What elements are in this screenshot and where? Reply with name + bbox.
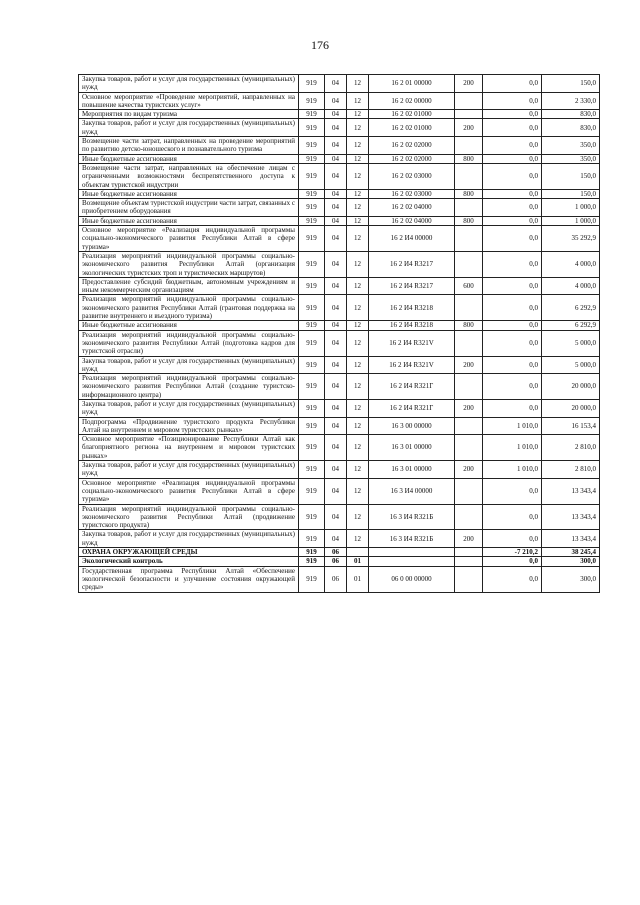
- table-row: [79, 399, 600, 417]
- table-row: [79, 277, 600, 295]
- cell-section: 06: [325, 566, 347, 592]
- cell-total: 2 810,0: [542, 461, 600, 479]
- cell-subsection: 12: [347, 119, 369, 137]
- cell-expense-type: [455, 374, 483, 400]
- cell-subsection: 12: [347, 92, 369, 110]
- cell-change: 0,0: [483, 189, 542, 198]
- cell-admin-code: 919: [299, 277, 325, 295]
- cell-name: Закупка товаров, работ и услуг для государственных (муниципальных) нужд: [79, 530, 299, 548]
- cell-name: Реализация мероприятий индивидуальной программы социально-экономического развития Республики Алтай (продвижение туристского продукта): [79, 504, 299, 530]
- cell-target-article: 16 2 02 00000: [369, 92, 455, 110]
- cell-admin-code: 919: [299, 189, 325, 198]
- cell-expense-type: 200: [455, 530, 483, 548]
- table-row: [79, 226, 600, 252]
- cell-change: 0,0: [483, 226, 542, 252]
- cell-total: 150,0: [542, 163, 600, 189]
- cell-total: 16 153,4: [542, 417, 600, 435]
- cell-section: 04: [325, 356, 347, 374]
- cell-expense-type: 200: [455, 356, 483, 374]
- table-row: [79, 330, 600, 356]
- cell-change: 0,0: [483, 110, 542, 119]
- cell-admin-code: 919: [299, 295, 325, 321]
- cell-section: 04: [325, 295, 347, 321]
- cell-section: 04: [325, 504, 347, 530]
- cell-total: 830,0: [542, 119, 600, 137]
- cell-name: Экологический контроль: [79, 557, 299, 566]
- cell-target-article: 16 3 00 00000: [369, 417, 455, 435]
- cell-admin-code: 919: [299, 435, 325, 461]
- cell-change: 0,0: [483, 330, 542, 356]
- cell-change: 0,0: [483, 295, 542, 321]
- cell-name: ОХРАНА ОКРУЖАЮЩЕЙ СРЕДЫ: [79, 548, 299, 557]
- cell-target-article: 16 2 02 01000: [369, 119, 455, 137]
- cell-change: -7 210,2: [483, 548, 542, 557]
- cell-admin-code: 919: [299, 417, 325, 435]
- cell-admin-code: 919: [299, 557, 325, 566]
- cell-expense-type: [455, 137, 483, 155]
- cell-expense-type: [455, 435, 483, 461]
- table-row: [79, 110, 600, 119]
- table-row: [79, 199, 600, 217]
- cell-section: 04: [325, 374, 347, 400]
- cell-expense-type: 200: [455, 399, 483, 417]
- cell-section: 04: [325, 530, 347, 548]
- cell-target-article: 16 2 И4 R3217: [369, 277, 455, 295]
- cell-total: 13 343,4: [542, 504, 600, 530]
- cell-admin-code: 919: [299, 374, 325, 400]
- cell-admin-code: 919: [299, 530, 325, 548]
- cell-expense-type: [455, 478, 483, 504]
- cell-change: 0,0: [483, 374, 542, 400]
- cell-admin-code: 919: [299, 461, 325, 479]
- cell-target-article: 16 2 И4 R3218: [369, 295, 455, 321]
- cell-total: 1 000,0: [542, 199, 600, 217]
- cell-expense-type: [455, 566, 483, 592]
- cell-target-article: 16 2 02 03000: [369, 163, 455, 189]
- cell-name: Государственная программа Республики Алтай «Обеспечение экологической безопасности и улучшение состояния окружающей среды»: [79, 566, 299, 592]
- cell-subsection: 12: [347, 374, 369, 400]
- cell-name: Основное мероприятие «Реализация индивидуальной программы социально-экономического развития Республики Алтай в сфере туризма»: [79, 226, 299, 252]
- cell-admin-code: 919: [299, 548, 325, 557]
- cell-subsection: 12: [347, 226, 369, 252]
- cell-target-article: 16 2 02 01000: [369, 110, 455, 119]
- cell-name: Закупка товаров, работ и услуг для государственных (муниципальных) нужд: [79, 461, 299, 479]
- cell-total: 2 810,0: [542, 435, 600, 461]
- cell-target-article: [369, 557, 455, 566]
- cell-name: Реализация мероприятий индивидуальной программы социально-экономического развития Республики Алтай (организация экологических туристских троп и туристических маршрутов): [79, 251, 299, 277]
- table-row: [79, 75, 600, 93]
- table-row: [79, 435, 600, 461]
- cell-total: 5 000,0: [542, 356, 600, 374]
- cell-name: Реализация мероприятий индивидуальной программы социально-экономического развития Республики Алтай (грантовая поддержка на развитие внутреннего и въездного туризма): [79, 295, 299, 321]
- cell-admin-code: 919: [299, 137, 325, 155]
- table-row: [79, 216, 600, 225]
- cell-total: 6 292,9: [542, 321, 600, 330]
- cell-change: 0,0: [483, 163, 542, 189]
- cell-subsection: 12: [347, 461, 369, 479]
- cell-target-article: 16 2 И4 R321Г: [369, 399, 455, 417]
- cell-total: 5 000,0: [542, 330, 600, 356]
- cell-section: 04: [325, 199, 347, 217]
- cell-section: 04: [325, 321, 347, 330]
- cell-admin-code: 919: [299, 216, 325, 225]
- cell-expense-type: [455, 226, 483, 252]
- cell-target-article: 16 2 02 02000: [369, 137, 455, 155]
- cell-name: Закупка товаров, работ и услуг для государственных (муниципальных) нужд: [79, 75, 299, 93]
- table-row: [79, 504, 600, 530]
- cell-subsection: 12: [347, 199, 369, 217]
- cell-target-article: 16 2 01 00000: [369, 75, 455, 93]
- cell-change: 0,0: [483, 530, 542, 548]
- cell-section: 04: [325, 417, 347, 435]
- cell-name: Основное мероприятие «Позиционирование Республики Алтай как благоприятного региона на внутреннем и мировом туристских рынках»: [79, 435, 299, 461]
- cell-expense-type: [455, 417, 483, 435]
- cell-subsection: 12: [347, 137, 369, 155]
- cell-admin-code: 919: [299, 92, 325, 110]
- cell-expense-type: [455, 504, 483, 530]
- cell-change: 0,0: [483, 154, 542, 163]
- cell-name: Иные бюджетные ассигнования: [79, 321, 299, 330]
- cell-section: 04: [325, 110, 347, 119]
- cell-subsection: 12: [347, 251, 369, 277]
- cell-name: Основное мероприятие «Проведение мероприятий, направленных на повышение качества туристских услуг»: [79, 92, 299, 110]
- cell-subsection: 12: [347, 295, 369, 321]
- cell-total: 38 245,4: [542, 548, 600, 557]
- table-row: [79, 374, 600, 400]
- cell-change: 0,0: [483, 75, 542, 93]
- table-row: [79, 321, 600, 330]
- cell-admin-code: 919: [299, 75, 325, 93]
- cell-change: 0,0: [483, 566, 542, 592]
- cell-target-article: 16 2 И4 R321V: [369, 330, 455, 356]
- cell-expense-type: [455, 110, 483, 119]
- cell-target-article: 16 3 И4 00000: [369, 478, 455, 504]
- cell-total: 13 343,4: [542, 530, 600, 548]
- cell-subsection: 12: [347, 356, 369, 374]
- cell-section: 04: [325, 92, 347, 110]
- cell-subsection: 12: [347, 530, 369, 548]
- cell-expense-type: 800: [455, 154, 483, 163]
- cell-change: 0,0: [483, 251, 542, 277]
- cell-expense-type: 200: [455, 75, 483, 93]
- cell-target-article: 16 3 01 00000: [369, 435, 455, 461]
- cell-section: 04: [325, 435, 347, 461]
- cell-target-article: 16 3 01 00000: [369, 461, 455, 479]
- cell-section: 04: [325, 163, 347, 189]
- cell-change: 0,0: [483, 478, 542, 504]
- cell-target-article: 16 2 02 04000: [369, 199, 455, 217]
- cell-section: 06: [325, 557, 347, 566]
- cell-name: Предоставление субсидий бюджетным, автономным учреждениям и иным некоммерческим организациям: [79, 277, 299, 295]
- cell-change: 0,0: [483, 557, 542, 566]
- cell-name: Подпрограмма «Продвижение туристского продукта Республики Алтай на внутреннем и мировом туристских рынках»: [79, 417, 299, 435]
- cell-name: Мероприятия по видам туризма: [79, 110, 299, 119]
- table-row: [79, 530, 600, 548]
- cell-target-article: 16 2 И4 R321Г: [369, 374, 455, 400]
- cell-change: 0,0: [483, 277, 542, 295]
- cell-admin-code: 919: [299, 154, 325, 163]
- cell-target-article: 16 2 И4 00000: [369, 226, 455, 252]
- table-row: [79, 295, 600, 321]
- cell-total: 830,0: [542, 110, 600, 119]
- cell-expense-type: [455, 557, 483, 566]
- cell-name: Иные бюджетные ассигнования: [79, 216, 299, 225]
- cell-subsection: 12: [347, 399, 369, 417]
- cell-name: Закупка товаров, работ и услуг для государственных (муниципальных) нужд: [79, 119, 299, 137]
- table-row: [79, 119, 600, 137]
- cell-change: 1 010,0: [483, 435, 542, 461]
- cell-section: 04: [325, 478, 347, 504]
- table-row: [79, 356, 600, 374]
- cell-admin-code: 919: [299, 110, 325, 119]
- cell-expense-type: [455, 251, 483, 277]
- table-row: [79, 557, 600, 566]
- cell-admin-code: 919: [299, 199, 325, 217]
- cell-change: 0,0: [483, 321, 542, 330]
- cell-target-article: [369, 548, 455, 557]
- cell-target-article: 16 2 И4 R3218: [369, 321, 455, 330]
- cell-total: 2 330,0: [542, 92, 600, 110]
- cell-target-article: 06 0 00 00000: [369, 566, 455, 592]
- cell-subsection: 12: [347, 417, 369, 435]
- cell-total: 4 000,0: [542, 251, 600, 277]
- cell-section: 04: [325, 216, 347, 225]
- cell-total: 35 292,9: [542, 226, 600, 252]
- cell-change: 0,0: [483, 92, 542, 110]
- table-row: [79, 548, 600, 557]
- cell-expense-type: 200: [455, 119, 483, 137]
- cell-name: Закупка товаров, работ и услуг для государственных (муниципальных) нужд: [79, 399, 299, 417]
- cell-admin-code: 919: [299, 251, 325, 277]
- cell-name: Иные бюджетные ассигнования: [79, 154, 299, 163]
- cell-total: 150,0: [542, 75, 600, 93]
- cell-section: 04: [325, 226, 347, 252]
- cell-section: 04: [325, 461, 347, 479]
- table-row: [79, 461, 600, 479]
- cell-section: 06: [325, 548, 347, 557]
- cell-subsection: 12: [347, 75, 369, 93]
- cell-section: 04: [325, 119, 347, 137]
- cell-total: 20 000,0: [542, 374, 600, 400]
- cell-expense-type: [455, 92, 483, 110]
- cell-expense-type: [455, 330, 483, 356]
- cell-target-article: 16 3 И4 R321Б: [369, 504, 455, 530]
- cell-section: 04: [325, 251, 347, 277]
- cell-admin-code: 919: [299, 119, 325, 137]
- cell-expense-type: 600: [455, 277, 483, 295]
- table-row: [79, 251, 600, 277]
- cell-total: 6 292,9: [542, 295, 600, 321]
- cell-expense-type: 800: [455, 216, 483, 225]
- cell-section: 04: [325, 154, 347, 163]
- cell-target-article: 16 2 И4 R3217: [369, 251, 455, 277]
- cell-name: Возмещение объектам туристской индустрии части затрат, связанных с приобретением оборудования: [79, 199, 299, 217]
- cell-section: 04: [325, 399, 347, 417]
- table-row: [79, 137, 600, 155]
- cell-subsection: 12: [347, 163, 369, 189]
- cell-subsection: 12: [347, 216, 369, 225]
- cell-name: Возмещение части затрат, направленных на обеспечение лицам с ограниченными возможностями беспрепятственного доступа к объектам туристской индустрии: [79, 163, 299, 189]
- cell-admin-code: 919: [299, 399, 325, 417]
- cell-subsection: 12: [347, 321, 369, 330]
- cell-total: 350,0: [542, 154, 600, 163]
- cell-expense-type: [455, 163, 483, 189]
- cell-subsection: 12: [347, 435, 369, 461]
- cell-name: Иные бюджетные ассигнования: [79, 189, 299, 198]
- cell-subsection: 01: [347, 557, 369, 566]
- cell-expense-type: [455, 199, 483, 217]
- cell-target-article: 16 2 И4 R321V: [369, 356, 455, 374]
- budget-table-body: [79, 75, 600, 593]
- table-row: [79, 92, 600, 110]
- cell-target-article: 16 2 02 03000: [369, 189, 455, 198]
- cell-admin-code: 919: [299, 226, 325, 252]
- cell-subsection: 01: [347, 566, 369, 592]
- cell-total: 300,0: [542, 566, 600, 592]
- cell-change: 1 010,0: [483, 461, 542, 479]
- cell-change: 0,0: [483, 199, 542, 217]
- cell-section: 04: [325, 137, 347, 155]
- cell-admin-code: 919: [299, 321, 325, 330]
- cell-name: Закупка товаров, работ и услуг для государственных (муниципальных) нужд: [79, 356, 299, 374]
- cell-section: 04: [325, 277, 347, 295]
- cell-total: 13 343,4: [542, 478, 600, 504]
- cell-subsection: 12: [347, 189, 369, 198]
- cell-expense-type: 800: [455, 189, 483, 198]
- page-number: 176: [311, 38, 329, 52]
- cell-expense-type: [455, 548, 483, 557]
- cell-change: 0,0: [483, 356, 542, 374]
- cell-expense-type: 200: [455, 461, 483, 479]
- cell-name: Реализация мероприятий индивидуальной программы социально-экономического развития Республики Алтай (создание туристско-информационного центра): [79, 374, 299, 400]
- table-row: [79, 417, 600, 435]
- cell-subsection: 12: [347, 330, 369, 356]
- cell-name: Основное мероприятие «Реализация индивидуальной программы социально-экономического развития Республики Алтай в сфере туризма»: [79, 478, 299, 504]
- table-row: [79, 566, 600, 592]
- cell-total: 300,0: [542, 557, 600, 566]
- cell-subsection: 12: [347, 504, 369, 530]
- cell-section: 04: [325, 75, 347, 93]
- cell-name: Возмещение части затрат, направленных на проведение мероприятий по развитию детско-юношеского и познавательного туризма: [79, 137, 299, 155]
- cell-subsection: 12: [347, 154, 369, 163]
- cell-section: 04: [325, 330, 347, 356]
- cell-admin-code: 919: [299, 566, 325, 592]
- table-row: [79, 189, 600, 198]
- table-row: [79, 478, 600, 504]
- cell-change: 0,0: [483, 137, 542, 155]
- cell-section: 04: [325, 189, 347, 198]
- cell-admin-code: 919: [299, 330, 325, 356]
- cell-change: 0,0: [483, 216, 542, 225]
- cell-total: 4 000,0: [542, 277, 600, 295]
- cell-subsection: 12: [347, 277, 369, 295]
- cell-total: 350,0: [542, 137, 600, 155]
- cell-admin-code: 919: [299, 504, 325, 530]
- cell-target-article: 16 2 02 04000: [369, 216, 455, 225]
- cell-subsection: [347, 548, 369, 557]
- cell-total: 150,0: [542, 189, 600, 198]
- cell-change: 1 010,0: [483, 417, 542, 435]
- cell-change: 0,0: [483, 399, 542, 417]
- cell-target-article: 16 3 И4 R321Б: [369, 530, 455, 548]
- cell-target-article: 16 2 02 02000: [369, 154, 455, 163]
- cell-change: 0,0: [483, 504, 542, 530]
- cell-admin-code: 919: [299, 356, 325, 374]
- cell-subsection: 12: [347, 478, 369, 504]
- table-row: [79, 163, 600, 189]
- budget-table: [78, 74, 600, 593]
- cell-expense-type: 800: [455, 321, 483, 330]
- cell-admin-code: 919: [299, 478, 325, 504]
- cell-total: 1 000,0: [542, 216, 600, 225]
- table-row: [79, 154, 600, 163]
- cell-subsection: 12: [347, 110, 369, 119]
- cell-expense-type: [455, 295, 483, 321]
- cell-admin-code: 919: [299, 163, 325, 189]
- cell-change: 0,0: [483, 119, 542, 137]
- cell-name: Реализация мероприятий индивидуальной программы социально-экономического развития Республики Алтай (подготовка кадров для туристской отрасли): [79, 330, 299, 356]
- cell-total: 20 000,0: [542, 399, 600, 417]
